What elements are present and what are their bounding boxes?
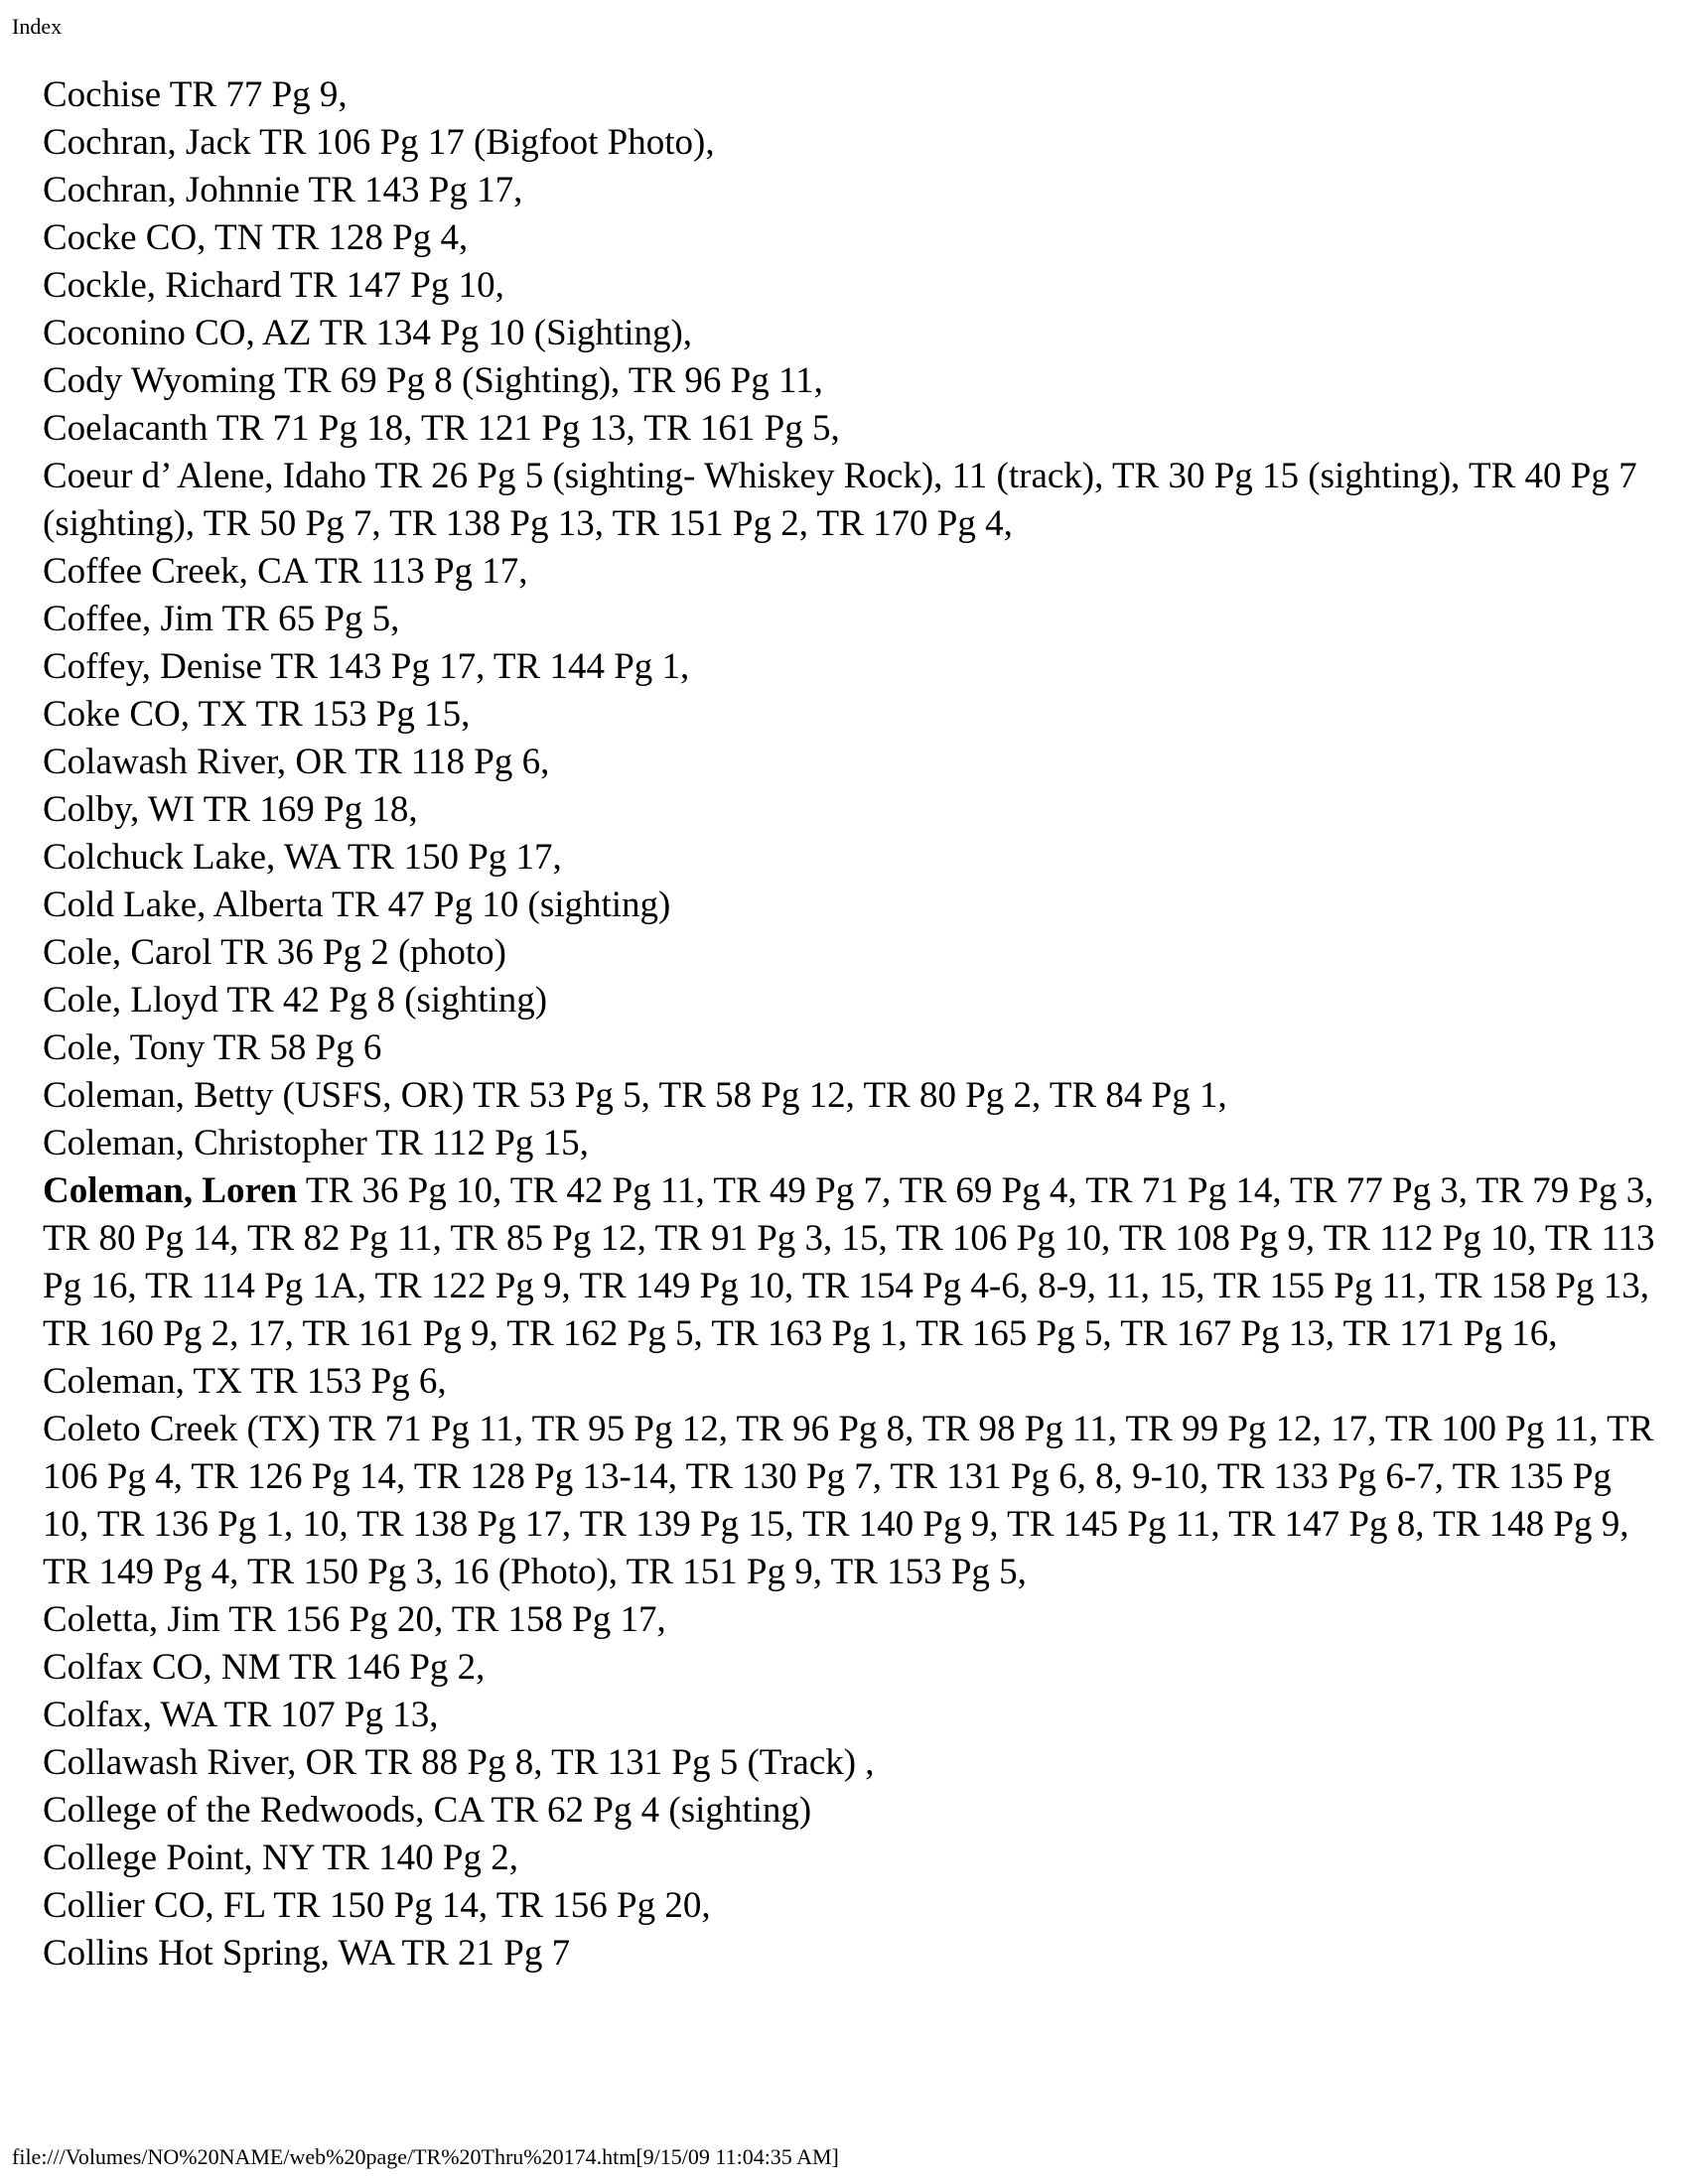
- entry-text: Coconino CO, AZ TR 134 Pg 10 (Sighting),: [43, 313, 693, 353]
- index-entry: [43, 548, 1656, 596]
- entry-text: TR 36 Pg 10, TR 42 Pg 11, TR 49 Pg 7, TR 69 Pg 4, TR 71 Pg 14, TR 77 Pg 3, TR 79 Pg 3, TR 80 Pg 14, TR 82 Pg 11, TR 85 Pg 12, TR 91 Pg 3, 15, TR 106 Pg 10, TR 108 Pg 9, TR 112 Pg 10, TR 113 Pg 16, TR 114 Pg 1A, TR 122 Pg 9, TR 149 Pg 10, TR 154 Pg 4-6, 8-9, 11, 15, TR 155 Pg 11, TR 158 Pg 13, TR 160 Pg 2, 17, TR 161 Pg 9, TR 162 Pg 5, TR 163 Pg 1, TR 165 Pg 5, TR 167 Pg 13, TR 171 Pg 16,: [43, 1170, 1655, 1354]
- index-entry: [43, 1644, 1656, 1692]
- index-entry: [43, 1072, 1656, 1120]
- entry-text: College of the Redwoods, CA TR 62 Pg 4 (sighting): [43, 1790, 812, 1831]
- entry-text: Colby, WI TR 169 Pg 18,: [43, 789, 418, 830]
- entry-text: Cold Lake, Alberta TR 47 Pg 10 (sighting): [43, 885, 671, 925]
- index-entry: [43, 1739, 1656, 1787]
- index-entry: [43, 1882, 1656, 1930]
- index-entry: [43, 739, 1656, 786]
- entry-text: Cochran, Jack TR 106 Pg 17 (Bigfoot Photo),: [43, 122, 715, 163]
- entry-text: Cody Wyoming TR 69 Pg 8 (Sighting), TR 96 Pg 11,: [43, 360, 823, 401]
- entry-text: Colfax CO, NM TR 146 Pg 2,: [43, 1647, 486, 1688]
- entry-text: Collawash River, OR TR 88 Pg 8, TR 131 Pg 5 (Track) ,: [43, 1742, 875, 1783]
- entry-text: Coffee, Jim TR 65 Pg 5,: [43, 599, 400, 639]
- index-entry: [43, 596, 1656, 643]
- entry-text: Collins Hot Spring, WA TR 21 Pg 7: [43, 1933, 571, 1974]
- index-entry: [43, 786, 1656, 834]
- entry-text: Colchuck Lake, WA TR 150 Pg 17,: [43, 837, 562, 878]
- index-entry: [43, 1120, 1656, 1167]
- index-entry: [43, 1358, 1656, 1406]
- entry-text: Cockle, Richard TR 147 Pg 10,: [43, 265, 504, 306]
- entry-text: Collier CO, FL TR 150 Pg 14, TR 156 Pg 20,: [43, 1885, 711, 1926]
- index-entry: [43, 929, 1656, 977]
- index-entry: [43, 1406, 1656, 1596]
- entry-text: Coffey, Denise TR 143 Pg 17, TR 144 Pg 1,: [43, 646, 690, 687]
- index-entry-bold: [43, 1167, 1656, 1358]
- index-list: [43, 71, 1656, 1978]
- index-entry: [43, 405, 1656, 453]
- page-title: Index: [12, 14, 63, 39]
- index-entry: [43, 834, 1656, 882]
- index-entry: [43, 357, 1656, 405]
- entry-text: Colfax, WA TR 107 Pg 13,: [43, 1695, 439, 1735]
- entry-text: Coelacanth TR 71 Pg 18, TR 121 Pg 13, TR 161 Pg 5,: [43, 408, 840, 449]
- footer-file-url: file:///Volumes/NO%20NAME/web%20page/TR%20Thru%20174.htm[9/15/09 11:04:35 AM]: [12, 2144, 839, 2169]
- index-entry: [43, 453, 1656, 548]
- entry-text: Coleman, Christopher TR 112 Pg 15,: [43, 1123, 589, 1163]
- index-entry: [43, 1835, 1656, 1882]
- index-entry: [43, 1692, 1656, 1739]
- entry-text: Coffee Creek, CA TR 113 Pg 17,: [43, 551, 528, 592]
- index-entry: [43, 643, 1656, 691]
- entry-text: Coke CO, TX TR 153 Pg 15,: [43, 694, 471, 735]
- entry-text: College Point, NY TR 140 Pg 2,: [43, 1838, 518, 1878]
- index-entry: [43, 691, 1656, 739]
- entry-text: Colawash River, OR TR 118 Pg 6,: [43, 742, 550, 782]
- entry-text: Coletta, Jim TR 156 Pg 20, TR 158 Pg 17,: [43, 1599, 666, 1640]
- entry-text: Cole, Carol TR 36 Pg 2 (photo): [43, 932, 506, 973]
- entry-text: Cocke CO, TN TR 128 Pg 4,: [43, 217, 469, 258]
- entry-text: Cochran, Johnnie TR 143 Pg 17,: [43, 170, 523, 210]
- entry-text: Coleman, TX TR 153 Pg 6,: [43, 1361, 447, 1402]
- index-entry: [43, 1024, 1656, 1072]
- index-entry: [43, 1930, 1656, 1978]
- entry-text: Cole, Lloyd TR 42 Pg 8 (sighting): [43, 980, 548, 1021]
- entry-text: Coleto Creek (TX) TR 71 Pg 11, TR 95 Pg 12, TR 96 Pg 8, TR 98 Pg 11, TR 99 Pg 12, 17, TR 100 Pg 11, TR 106 Pg 4, TR 126 Pg 14, TR 128 Pg 13-14, TR 130 Pg 7, TR 131 Pg 6, 8, 9-10, TR 133 Pg 6-7, TR 135 Pg 10, TR 136 Pg 1, 10, TR 138 Pg 17, TR 139 Pg 15, TR 140 Pg 9, TR 145 Pg 11, TR 147 Pg 8, TR 148 Pg 9, TR 149 Pg 4, TR 150 Pg 3, 16 (Photo), TR 151 Pg 9, TR 153 Pg 5,: [43, 1409, 1654, 1592]
- index-entry: [43, 214, 1656, 262]
- entry-text: Cole, Tony TR 58 Pg 6: [43, 1027, 382, 1068]
- index-entry: [43, 119, 1656, 167]
- entry-text: Cochise TR 77 Pg 9,: [43, 74, 348, 115]
- index-entry: [43, 977, 1656, 1024]
- entry-bold-name: Coleman, Loren: [43, 1170, 298, 1211]
- entry-text: Coeur d’ Alene, Idaho TR 26 Pg 5 (sighting- Whiskey Rock), 11 (track), TR 30 Pg 15 (sighting), TR 40 Pg 7 (sighting), TR 50 Pg 7, TR 138 Pg 13, TR 151 Pg 2, TR 170 Pg 4,: [43, 456, 1637, 544]
- index-entry: [43, 1596, 1656, 1644]
- index-entry: [43, 71, 1656, 119]
- index-entry: [43, 1787, 1656, 1835]
- entry-text: Coleman, Betty (USFS, OR) TR 53 Pg 5, TR 58 Pg 12, TR 80 Pg 2, TR 84 Pg 1,: [43, 1075, 1227, 1116]
- index-entry: [43, 882, 1656, 929]
- index-entry: [43, 262, 1656, 310]
- index-entry: [43, 310, 1656, 357]
- index-entry: [43, 167, 1656, 214]
